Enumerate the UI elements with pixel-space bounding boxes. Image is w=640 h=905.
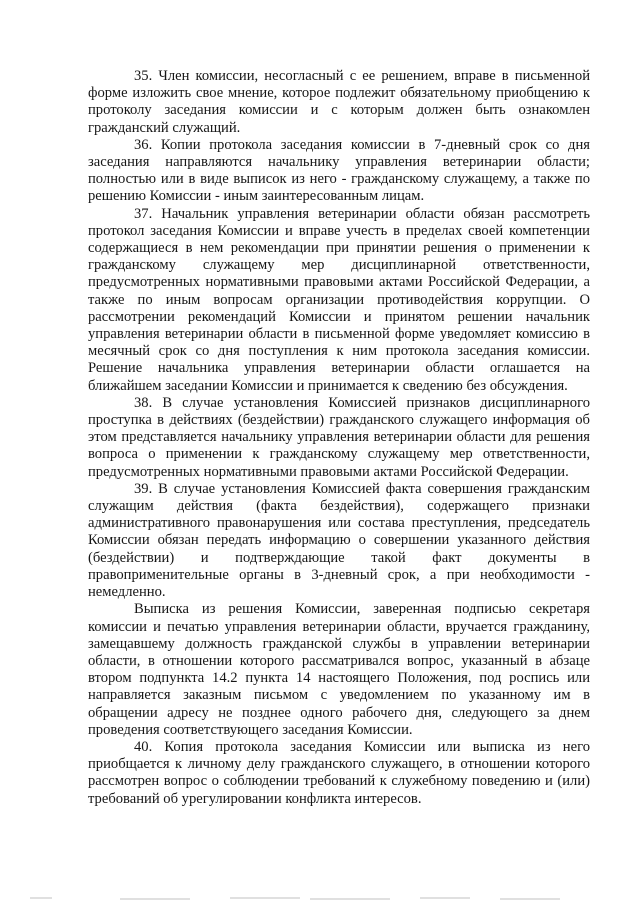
paragraph-37: 37. Начальник управления ветеринарии области обязан рассмотреть протокол заседания Комиссии и вправе учесть в пределах своей компетенции содержащиеся в нем рекомендации при принятии решения о применении к гражданскому служащему мер дисциплинарной ответственности, предусмотренных нормативными правовыми актами Российской Федерации, а также по иным вопросам организации противодействия коррупции. О рассмотрении рекомендаций Комиссии и принятом решении начальник управления ветеринарии области в письменной форме уведомляет комиссию в месячный срок со дня поступления к ним протокола заседания комиссии. Решение начальника управления ветеринарии области оглашается на ближайшем заседании Комиссии и принимается к сведению без обсуждения. <box>88 205 590 394</box>
paragraph-39-extract: Выписка из решения Комиссии, заверенная подписью секретаря комиссии и печатью управления ветеринарии области, вручается гражданину, замещавшему должность гражданской службы в управлении ветеринарии области, в отношении которого рассматривался вопрос, указанный в абзаце втором подпункта 14.2 пункта 14 настоящего Положения, под роспись или направляется заказным письмом с уведомлением по указанному им в обращении адресу не позднее одного рабочего дня, следующего за днем проведения соответствующего заседания Комиссии. <box>88 601 590 738</box>
paragraph-38: 38. В случае установления Комиссией признаков дисциплинарного проступка в действиях (бездействии) гражданского служащего информация об этом представляется начальнику управления ветеринарии области для решения вопроса о применении к гражданскому служащему мер ответственности, предусмотренных нормативными правовыми актами Российской Федерации. <box>88 394 590 480</box>
paragraph-40: 40. Копия протокола заседания Комиссии или выписка из него приобщается к личному делу гражданского служащего, в отношении которого рассмотрен вопрос о соблюдении требований к служебному поведению и (или) требований об урегулировании конфликта интересов. <box>88 738 590 807</box>
scan-edge-marks <box>0 891 640 905</box>
document-body <box>88 68 590 808</box>
paragraph-39: 39. В случае установления Комиссией факта совершения гражданским служащим действия (факта бездействия), содержащего признаки административного правонарушения или состава преступления, председатель Комиссии обязан передать информацию о совершении указанного действия (бездействии) и подтверждающие такой факт документы в правоприменительные органы в 3-дневный срок, а при необходимости - немедленно. <box>88 480 590 601</box>
paragraph-35: 35. Член комиссии, несогласный с ее решением, вправе в письменной форме изложить свое мнение, которое подлежит обязательному приобщению к протоколу заседания комиссии и с которым должен быть ознакомлен гражданский служащий. <box>88 68 590 136</box>
paragraph-36: 36. Копии протокола заседания комиссии в 7-дневный срок со дня заседания направляются начальнику управления ветеринарии области; полностью или в виде выписок из него - гражданскому служащему, а также по решению Комиссии - иным заинтересованным лицам. <box>88 136 590 205</box>
